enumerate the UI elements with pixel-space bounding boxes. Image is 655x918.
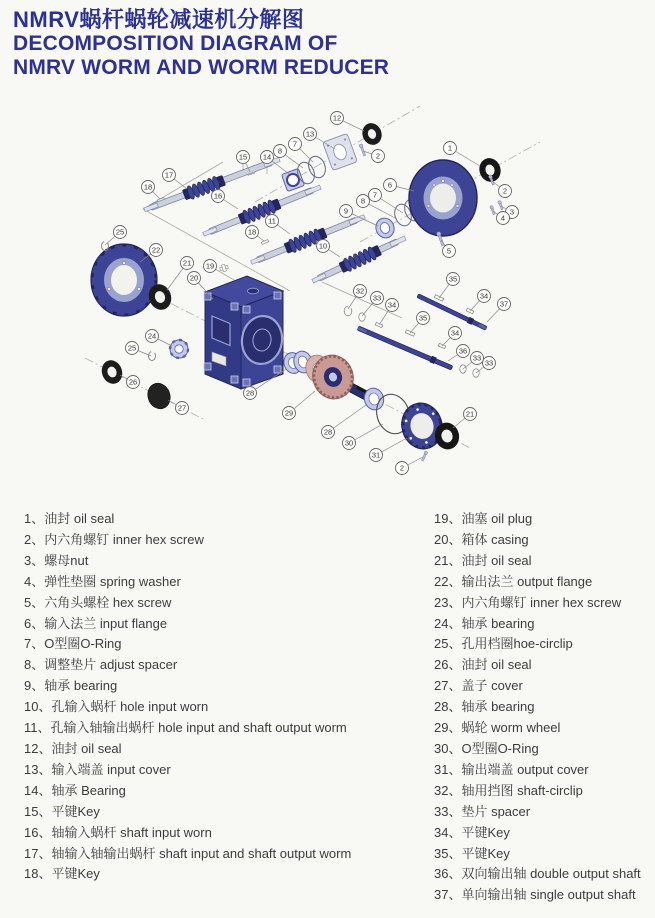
callout-7: [289, 138, 314, 163]
part-item-8: 8、调整垫片 adjust spacer: [24, 657, 178, 673]
svg-text:35: 35: [418, 313, 428, 323]
svg-text:15: 15: [238, 152, 248, 162]
svg-text:5: 5: [446, 246, 452, 256]
svg-text:28: 28: [323, 427, 333, 437]
callout-30: [343, 424, 384, 450]
callout-2: [492, 181, 512, 198]
callout-35: [439, 273, 460, 299]
svg-text:9: 9: [343, 206, 349, 216]
part-item-37: 37、单向输出轴 single output shaft: [434, 887, 636, 903]
part-item-24: 24、轴承 bearing: [434, 615, 535, 631]
cover-27-shape: [144, 380, 174, 412]
page-title-english-2: NMRV WORM AND WORM REDUCER: [13, 56, 390, 79]
double-output-shaft-shape: [357, 325, 454, 371]
part-item-34: 34、平键Key: [434, 824, 510, 840]
callout-11: [266, 215, 291, 235]
svg-text:34: 34: [450, 328, 460, 338]
svg-text:30: 30: [344, 438, 354, 448]
part-item-30: 30、O型圈O-Ring: [434, 740, 539, 756]
part-item-9: 9、轴承 bearing: [24, 678, 118, 694]
part-item-23: 23、内六角螺钉 inner hex screw: [434, 594, 622, 610]
callout-10: [317, 240, 341, 258]
part-item-17: 17、轴输入轴输出蜗杆 shaft input and shaft output worm: [24, 845, 352, 861]
svg-text:8: 8: [277, 146, 283, 156]
svg-text:33: 33: [372, 293, 382, 303]
callout-17: [163, 169, 188, 190]
callout-20: [188, 272, 214, 300]
callout-5: [441, 240, 456, 258]
svg-text:2: 2: [375, 151, 381, 161]
svg-text:12: 12: [332, 113, 342, 123]
oil-seal-12-shape: [359, 120, 384, 147]
page-title-english-1: DECOMPOSITION DIAGRAM OF: [13, 32, 338, 55]
callout-32: [348, 285, 367, 310]
callout-37: [487, 298, 511, 323]
part-item-11: 11、孔输入轴输出蜗杆 hole input and shaft output worm: [24, 720, 347, 736]
part-item-32: 32、轴用挡图 shaft-circlip: [434, 782, 583, 798]
part-item-33: 33、垫片 spacer: [434, 803, 531, 819]
part-item-5: 5、六角头螺栓 hex screw: [24, 594, 172, 610]
part-item-2: 2、内六角螺钉 inner hex screw: [24, 531, 204, 547]
callout-31: [370, 438, 408, 462]
svg-text:7: 7: [372, 190, 378, 200]
svg-text:18: 18: [247, 227, 257, 237]
part-item-12: 12、油封 oil seal: [24, 740, 122, 756]
page-title-chinese: NMRV蜗杆蜗轮减速机分解图: [13, 7, 305, 32]
svg-text:24: 24: [147, 331, 157, 341]
svg-text:2: 2: [502, 186, 508, 196]
svg-text:7: 7: [292, 139, 298, 149]
casing-shape: [204, 263, 285, 389]
svg-text:14: 14: [262, 152, 272, 162]
part-item-3: 3、螺母nut: [24, 552, 89, 568]
part-item-4: 4、弹性垫圈 spring washer: [24, 573, 181, 589]
part-item-21: 21、油封 oil seal: [434, 552, 532, 568]
svg-text:18: 18: [143, 182, 153, 192]
screw-2a-shape: [359, 144, 367, 157]
svg-text:36: 36: [458, 346, 468, 356]
svg-text:29: 29: [284, 408, 294, 418]
svg-text:3: 3: [509, 207, 515, 217]
callout-34: [442, 327, 462, 347]
callout-18: [246, 226, 265, 242]
parts-list-right: [434, 509, 654, 906]
svg-text:2: 2: [399, 463, 405, 473]
svg-text:21: 21: [465, 409, 475, 419]
svg-text:6: 6: [387, 180, 393, 190]
part-item-7: 7、O型圈O-Ring: [24, 636, 122, 652]
callout-35: [410, 312, 430, 334]
svg-text:25: 25: [127, 343, 137, 353]
callout-7: [369, 189, 404, 214]
callout-18: [142, 181, 161, 200]
svg-text:22: 22: [151, 245, 161, 255]
callout-25: [126, 342, 152, 357]
svg-text:20: 20: [189, 273, 199, 283]
callout-21: [453, 408, 477, 429]
oil-seal-1-shape: [476, 155, 503, 184]
svg-text:33: 33: [484, 358, 494, 368]
callout-24: [146, 330, 173, 347]
circlip-25b-shape: [149, 352, 156, 361]
screw-2c-shape: [421, 451, 428, 462]
callout-2: [396, 457, 424, 475]
input-flange-shape: [409, 160, 477, 236]
callout-16: [212, 190, 239, 210]
svg-text:27: 27: [177, 403, 187, 413]
part-item-35: 35、平键Key: [434, 845, 510, 861]
svg-text:34: 34: [479, 291, 489, 301]
svg-text:8: 8: [360, 196, 366, 206]
part-item-18: 18、平键Key: [24, 866, 100, 882]
svg-text:32: 32: [355, 286, 365, 296]
svg-text:34: 34: [387, 300, 397, 310]
part-item-15: 15、平键Key: [24, 803, 100, 819]
part-item-29: 29、蜗轮 worm wheel: [434, 720, 561, 736]
svg-text:35: 35: [448, 274, 458, 284]
output-flange-shape: [91, 244, 157, 316]
single-output-shaft-shape: [416, 293, 487, 332]
svg-text:16: 16: [213, 191, 223, 201]
svg-text:13: 13: [305, 129, 315, 139]
part-item-31: 31、输出端盖 output cover: [434, 761, 589, 777]
callout-2: [363, 150, 385, 163]
svg-text:4: 4: [500, 213, 506, 223]
part-item-10: 10、孔输入蜗杆 hole input worn: [24, 699, 209, 715]
callout-4: [493, 211, 510, 225]
parts-list-left: [24, 509, 424, 885]
part-item-27: 27、盖子 cover: [434, 678, 523, 694]
callout-34: [470, 290, 491, 312]
callout-12: [331, 112, 365, 132]
callout-27: [168, 400, 189, 415]
svg-text:31: 31: [371, 450, 381, 460]
part-item-26: 26、油封 oil seal: [434, 657, 532, 673]
part-item-28: 28、轴承 bearing: [434, 699, 535, 715]
svg-text:10: 10: [318, 241, 328, 251]
svg-text:19: 19: [205, 261, 215, 271]
callout-36: [448, 345, 470, 362]
part-item-25: 25、孔用档圈hoe-circlip: [434, 636, 573, 652]
svg-text:11: 11: [268, 216, 276, 226]
bearing-24-shape: [170, 340, 188, 358]
part-item-20: 20、箱体 casing: [434, 531, 529, 547]
svg-text:37: 37: [499, 299, 509, 309]
callout-19: [204, 260, 235, 281]
part-item-13: 13、输入端盖 input cover: [24, 761, 171, 777]
callout-6: [384, 179, 415, 192]
callout-26: [120, 375, 140, 389]
oil-seal-26-shape: [98, 357, 125, 386]
svg-text:28: 28: [245, 388, 255, 398]
part-item-22: 22、输出法兰 output flange: [434, 573, 593, 589]
svg-text:26: 26: [128, 377, 138, 387]
callout-25: [105, 226, 127, 246]
callout-29: [283, 391, 316, 420]
bearing-9-shape: [373, 216, 396, 241]
part-item-16: 16、轴输入蜗杆 shaft input worn: [24, 824, 212, 840]
part-item-14: 14、轴承 Bearing: [24, 782, 126, 798]
worm-wheel-assembly: [291, 349, 386, 413]
svg-text:25: 25: [115, 227, 125, 237]
part-item-1: 1、油封 oil seal: [24, 511, 115, 526]
bearing-28b-shape: [362, 386, 387, 413]
svg-text:21: 21: [182, 258, 192, 268]
part-item-6: 6、输入法兰 input flange: [24, 615, 168, 631]
part-item-19: 19、油塞 oil plug: [434, 511, 533, 526]
svg-text:33: 33: [472, 353, 482, 363]
part-item-36: 36、双向输出轴 double output shaft: [434, 866, 641, 882]
svg-text:1: 1: [447, 143, 453, 153]
input-cover-13-shape: [323, 133, 358, 170]
callout-13: [304, 128, 336, 150]
svg-text:17: 17: [164, 170, 174, 180]
callout-28: [322, 405, 367, 439]
